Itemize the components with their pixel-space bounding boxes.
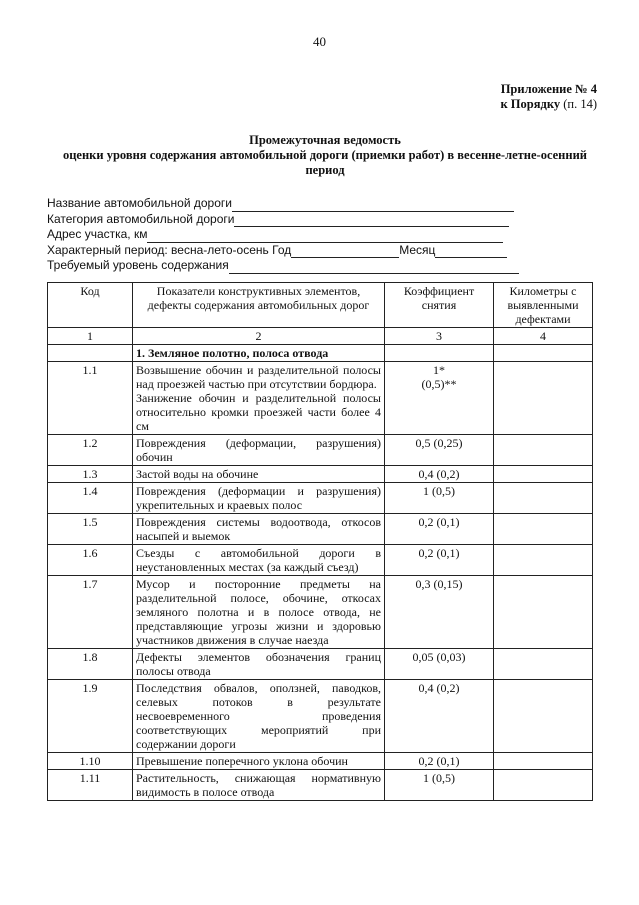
row-coefficient: 0,2 (0,1) <box>385 514 494 545</box>
header-coefficient: Коэффициент снятия <box>385 283 494 328</box>
document-title <box>40 133 610 178</box>
appendix-number: Приложение № 4 <box>500 82 597 96</box>
row-coefficient: 1 (0,5) <box>385 770 494 801</box>
row-description: Последствия обвалов, оползней, паводков, селевых потоков в результате несвоевременного проведения соответствующих мероприятий при содержании дороги <box>133 680 385 753</box>
section-coef-cell <box>385 345 494 362</box>
row-coefficient: 0,4 (0,2) <box>385 466 494 483</box>
row-code: 1.1 <box>48 362 133 435</box>
title-line-3: период <box>305 163 345 177</box>
row-coefficient <box>385 362 494 435</box>
row-code: 1.9 <box>48 680 133 753</box>
row-km[interactable] <box>494 435 593 466</box>
table-row <box>48 649 593 680</box>
title-line-1: Промежуточная ведомость <box>249 133 401 147</box>
header-km: Километры с выявленными дефектами <box>494 283 593 328</box>
defects-table <box>47 282 593 801</box>
row-coefficient: 1 (0,5) <box>385 483 494 514</box>
row-code: 1.8 <box>48 649 133 680</box>
row-km[interactable] <box>494 483 593 514</box>
row-km[interactable] <box>494 576 593 649</box>
table-row <box>48 362 593 435</box>
row-code: 1.11 <box>48 770 133 801</box>
row-coefficient: 0,3 (0,15) <box>385 576 494 649</box>
road-category-blank[interactable] <box>234 214 509 227</box>
row-description: Съезды с автомобильной дороги в неустановленных местах (за каждый съезд) <box>133 545 385 576</box>
title-line-2: оценки уровня содержания автомобильной дороги (приемки работ) в весенне-летне-осенний <box>62 148 587 162</box>
row-coefficient: 0,2 (0,1) <box>385 753 494 770</box>
header-description: Показатели конструктивных элементов, дефекты содержания автомобильных дорог <box>133 283 385 328</box>
road-name-label: Название автомобильной дороги <box>47 196 232 210</box>
row-description <box>133 362 385 435</box>
row-description: Повреждения (деформации и разрушения) укрепительных и краевых полос <box>133 483 385 514</box>
row-code: 1.7 <box>48 576 133 649</box>
appendix-order-label: к Порядку <box>500 97 561 111</box>
table-row <box>48 514 593 545</box>
column-index: 2 <box>133 328 385 345</box>
row-coefficient-alt: (0,5)** <box>421 377 457 391</box>
row-description: Мусор и посторонние предметы на разделительной полосе, обочине, откосах земляного полотна и в полосе отвода, не представляющие угрозы жизни и здоровью участников движения в случае наезда <box>133 576 385 649</box>
table-row <box>48 483 593 514</box>
row-km[interactable] <box>494 770 593 801</box>
row-coefficient: 0,05 (0,03) <box>385 649 494 680</box>
row-description: Превышение поперечного уклона обочин <box>133 753 385 770</box>
row-description: Повреждения (деформации, разрушения) обочин <box>133 435 385 466</box>
row-km[interactable] <box>494 753 593 770</box>
month-label: Месяц <box>399 242 436 257</box>
period-label: Характерный период: весна-лето-осень Год <box>47 242 292 257</box>
section-address-blank[interactable] <box>147 230 503 243</box>
column-index: 3 <box>385 328 494 345</box>
row-km[interactable] <box>494 466 593 483</box>
row-code: 1.2 <box>48 435 133 466</box>
required-level-blank[interactable] <box>229 261 519 274</box>
row-description-part: Возвышение обочин и разделительной полосы над проезжей частью при отсутствии бордюра. <box>136 363 381 391</box>
section-code-cell <box>48 345 133 362</box>
table-row <box>48 545 593 576</box>
page-number: 40 <box>313 34 326 49</box>
row-description: Застой воды на обочине <box>133 466 385 483</box>
header-fields <box>47 196 519 274</box>
column-index-row <box>48 328 593 345</box>
table-header-row <box>48 283 593 328</box>
road-category-field <box>47 212 519 228</box>
table-row <box>48 576 593 649</box>
row-km[interactable] <box>494 680 593 753</box>
row-coefficient-main: 1* <box>433 363 445 377</box>
table-row <box>48 770 593 801</box>
section-km-cell <box>494 345 593 362</box>
road-name-field <box>47 196 519 212</box>
table-row <box>48 466 593 483</box>
row-description: Повреждения системы водоотвода, откосов насыпей и выемок <box>133 514 385 545</box>
column-index: 1 <box>48 328 133 345</box>
section-row <box>48 345 593 362</box>
header-code: Код <box>48 283 133 328</box>
row-coefficient: 0,2 (0,1) <box>385 545 494 576</box>
section-title: 1. Земляное полотно, полоса отвода <box>133 345 385 362</box>
required-level-label: Требуемый уровень содержания <box>47 258 229 273</box>
appendix-order-clause: (п. 14) <box>560 97 597 111</box>
row-code: 1.10 <box>48 753 133 770</box>
table-row <box>48 753 593 770</box>
year-blank[interactable] <box>291 245 399 258</box>
row-code: 1.4 <box>48 483 133 514</box>
period-field <box>47 243 519 259</box>
row-code: 1.6 <box>48 545 133 576</box>
row-km[interactable] <box>494 362 593 435</box>
section-address-field <box>47 227 519 243</box>
section-address-label: Адрес участка, км <box>47 227 148 242</box>
appendix-order-ref <box>500 97 597 112</box>
row-code: 1.3 <box>48 466 133 483</box>
table-row <box>48 435 593 466</box>
table-row <box>48 680 593 753</box>
road-name-blank[interactable] <box>232 199 514 212</box>
row-km[interactable] <box>494 514 593 545</box>
row-description-part: Занижение обочин и разделительной полосы относительно кромки проезжей части более 4 см <box>136 391 381 433</box>
row-km[interactable] <box>494 545 593 576</box>
appendix-reference <box>500 82 597 112</box>
row-description: Растительность, снижающая нормативную видимость в полосе отвода <box>133 770 385 801</box>
month-blank[interactable] <box>435 245 507 258</box>
row-coefficient: 0,4 (0,2) <box>385 680 494 753</box>
row-km[interactable] <box>494 649 593 680</box>
row-description: Дефекты элементов обозначения границ полосы отвода <box>133 649 385 680</box>
column-index: 4 <box>494 328 593 345</box>
row-code: 1.5 <box>48 514 133 545</box>
row-coefficient: 0,5 (0,25) <box>385 435 494 466</box>
road-category-label: Категория автомобильной дороги <box>47 211 235 226</box>
required-level-field <box>47 258 519 274</box>
